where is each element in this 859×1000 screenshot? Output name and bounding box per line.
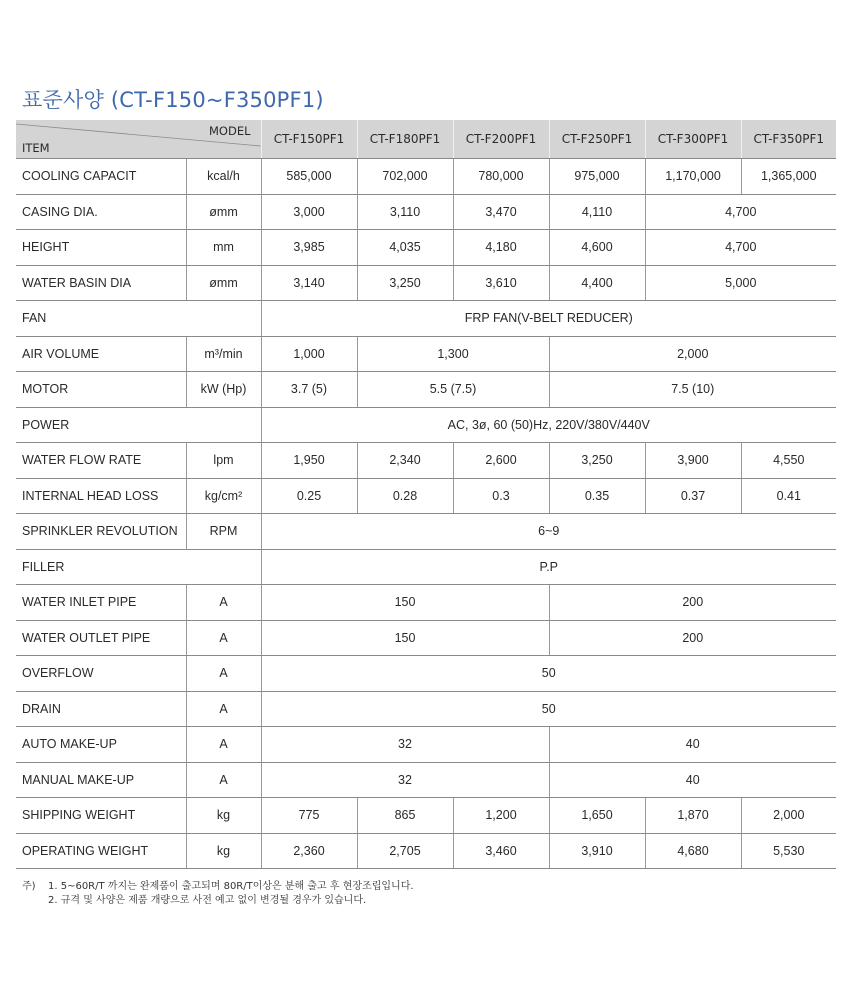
row-item-label: WATER OUTLET PIPE: [16, 620, 186, 656]
row-value: 3,900: [645, 443, 741, 479]
row-value: 4,700: [645, 194, 836, 230]
model-header-ct-f150pf1: CT-F150PF1: [261, 120, 357, 159]
footnote-mark: 주): [22, 881, 36, 892]
row-value: 4,680: [645, 833, 741, 869]
row-value: 2,360: [261, 833, 357, 869]
row-item-label: OVERFLOW: [16, 656, 186, 692]
row-value: 975,000: [549, 159, 645, 195]
table-row: [16, 336, 836, 372]
row-value: 6~9: [261, 514, 836, 550]
model-header-ct-f180pf1: CT-F180PF1: [357, 120, 453, 159]
row-value: 4,700: [645, 230, 836, 266]
row-value: 0.35: [549, 478, 645, 514]
row-item-label: FAN: [16, 301, 261, 337]
row-item-label: OPERATING WEIGHT: [16, 833, 186, 869]
row-value: 702,000: [357, 159, 453, 195]
table-body: [16, 159, 836, 869]
row-item-label: SPRINKLER REVOLUTION: [16, 514, 186, 550]
table-row: [16, 230, 836, 266]
row-value: 3,470: [453, 194, 549, 230]
row-unit: lpm: [186, 443, 261, 479]
table-row: [16, 691, 836, 727]
row-unit: A: [186, 762, 261, 798]
row-value: FRP FAN(V-BELT REDUCER): [261, 301, 836, 337]
row-value: 3,140: [261, 265, 357, 301]
row-item-label: DRAIN: [16, 691, 186, 727]
header-row: [16, 120, 836, 159]
header-corner-cell: [16, 120, 261, 159]
row-unit: A: [186, 691, 261, 727]
table-row: [16, 372, 836, 408]
row-value: 1,200: [453, 798, 549, 834]
row-item-label: SHIPPING WEIGHT: [16, 798, 186, 834]
row-item-label: CASING DIA.: [16, 194, 186, 230]
row-value: 40: [549, 727, 836, 763]
row-value: 3,000: [261, 194, 357, 230]
row-value: 4,550: [741, 443, 836, 479]
row-value: 4,180: [453, 230, 549, 266]
row-value: 0.28: [357, 478, 453, 514]
row-value: 3,250: [357, 265, 453, 301]
model-header-label: MODEL: [208, 124, 251, 138]
row-value: 2,340: [357, 443, 453, 479]
row-value: 3,610: [453, 265, 549, 301]
row-value: 1,170,000: [645, 159, 741, 195]
row-value: 0.37: [645, 478, 741, 514]
spec-table: [16, 120, 836, 869]
row-value: 1,000: [261, 336, 357, 372]
row-value: 3,110: [357, 194, 453, 230]
row-value: 2,000: [549, 336, 836, 372]
row-item-label: FILLER: [16, 549, 261, 585]
footnote-line-1: [22, 880, 414, 894]
row-value: 1,950: [261, 443, 357, 479]
row-value: 2,705: [357, 833, 453, 869]
row-item-label: INTERNAL HEAD LOSS: [16, 478, 186, 514]
table-row: [16, 301, 836, 337]
row-value: 150: [261, 585, 549, 621]
table-row: [16, 407, 836, 443]
table-header: [16, 120, 836, 159]
row-item-label: WATER FLOW RATE: [16, 443, 186, 479]
table-row: [16, 833, 836, 869]
model-header-ct-f350pf1: CT-F350PF1: [741, 120, 836, 159]
row-value: 4,110: [549, 194, 645, 230]
row-unit: mm: [186, 230, 261, 266]
row-unit: m³/min: [186, 336, 261, 372]
row-unit: kW (Hp): [186, 372, 261, 408]
table-row: [16, 727, 836, 763]
row-value: 3,460: [453, 833, 549, 869]
row-unit: ømm: [186, 194, 261, 230]
row-value: 50: [261, 691, 836, 727]
row-item-label: AUTO MAKE-UP: [16, 727, 186, 763]
row-unit: kg: [186, 798, 261, 834]
row-value: 775: [261, 798, 357, 834]
table-row: [16, 585, 836, 621]
row-value: 1,300: [357, 336, 549, 372]
row-value: 0.3: [453, 478, 549, 514]
footnote-text: 2. 규격 및 사양은 제품 개량으로 사전 예고 없이 변경될 경우가 있습니다.: [48, 895, 367, 906]
row-value: 5.5 (7.5): [357, 372, 549, 408]
row-unit: kcal/h: [186, 159, 261, 195]
row-value: 4,400: [549, 265, 645, 301]
row-item-label: AIR VOLUME: [16, 336, 186, 372]
row-value: 0.41: [741, 478, 836, 514]
row-value: 4,035: [357, 230, 453, 266]
table-row: [16, 265, 836, 301]
row-value: 150: [261, 620, 549, 656]
row-item-label: WATER BASIN DIA: [16, 265, 186, 301]
row-unit: kg: [186, 833, 261, 869]
row-value: 2,000: [741, 798, 836, 834]
page-title: 표준사양 (CT-F150~F350PF1): [22, 88, 324, 112]
row-value: 32: [261, 727, 549, 763]
row-unit: A: [186, 656, 261, 692]
row-value: 200: [549, 585, 836, 621]
row-value: 5,530: [741, 833, 836, 869]
row-value: 200: [549, 620, 836, 656]
table-row: [16, 620, 836, 656]
row-value: 2,600: [453, 443, 549, 479]
footnotes: [22, 880, 414, 908]
row-value: 5,000: [645, 265, 836, 301]
table-row: [16, 656, 836, 692]
row-value: 1,870: [645, 798, 741, 834]
row-value: 865: [357, 798, 453, 834]
row-item-label: COOLING CAPACIT: [16, 159, 186, 195]
row-value: 1,650: [549, 798, 645, 834]
model-header-ct-f250pf1: CT-F250PF1: [549, 120, 645, 159]
table-row: [16, 514, 836, 550]
row-value: 3,985: [261, 230, 357, 266]
row-value: 7.5 (10): [549, 372, 836, 408]
row-value: 40: [549, 762, 836, 798]
table-row: [16, 478, 836, 514]
row-unit: A: [186, 727, 261, 763]
row-value: 50: [261, 656, 836, 692]
table-row: [16, 194, 836, 230]
row-value: 4,600: [549, 230, 645, 266]
row-unit: RPM: [186, 514, 261, 550]
row-unit: A: [186, 585, 261, 621]
footnote-text: 1. 5~60R/T 까지는 완제품이 출고되며 80R/T이상은 분해 출고 후 현장조립입니다.: [48, 881, 414, 892]
row-item-label: MANUAL MAKE-UP: [16, 762, 186, 798]
row-item-label: HEIGHT: [16, 230, 186, 266]
table-row: [16, 798, 836, 834]
row-value: 3.7 (5): [261, 372, 357, 408]
row-value: 0.25: [261, 478, 357, 514]
row-value: 32: [261, 762, 549, 798]
row-value: 3,250: [549, 443, 645, 479]
table-row: [16, 159, 836, 195]
row-item-label: MOTOR: [16, 372, 186, 408]
row-unit: ømm: [186, 265, 261, 301]
table-row: [16, 443, 836, 479]
row-unit: A: [186, 620, 261, 656]
footnote-line-2: [22, 894, 414, 908]
row-value: P.P: [261, 549, 836, 585]
model-header-ct-f300pf1: CT-F300PF1: [645, 120, 741, 159]
table-row: [16, 762, 836, 798]
row-unit: kg/cm²: [186, 478, 261, 514]
row-item-label: WATER INLET PIPE: [16, 585, 186, 621]
item-header-label: ITEM: [22, 141, 50, 155]
row-item-label: POWER: [16, 407, 261, 443]
row-value: 1,365,000: [741, 159, 836, 195]
row-value: 585,000: [261, 159, 357, 195]
row-value: AC, 3ø, 60 (50)Hz, 220V/380V/440V: [261, 407, 836, 443]
row-value: 3,910: [549, 833, 645, 869]
model-header-ct-f200pf1: CT-F200PF1: [453, 120, 549, 159]
table-row: [16, 549, 836, 585]
row-value: 780,000: [453, 159, 549, 195]
